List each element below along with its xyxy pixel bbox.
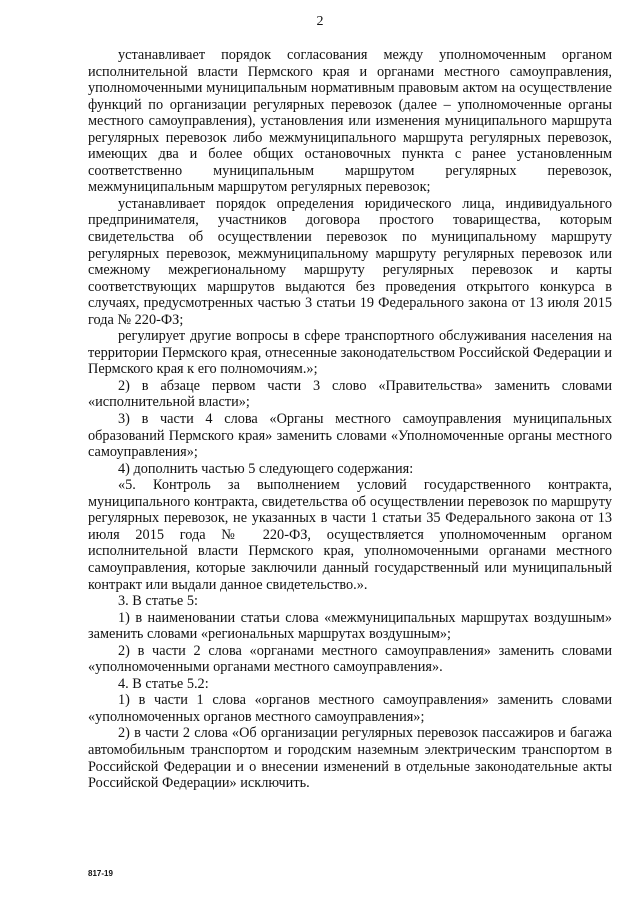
paragraph: 1) в наименовании статьи слова «межмуниципальных маршрутах воздушным» заменить словами «региональных маршрутах воздушным»; — [88, 609, 612, 643]
paragraph: 2) в части 2 слова «органами местного самоуправления» заменить словами «уполномоченными органами местного самоуправления». — [88, 642, 612, 676]
paragraph: «5. Контроль за выполнением условий государственного контракта, муниципального контракта, свидетельства об осуществлении перевозок по маршруту регулярных перевозок, не указанных в части 1 статьи 35 Федерального закона от 13 июля 2015 года № 220-ФЗ, осуществляется уполномоченным органом исполнительной власти Пермского края, уполномоченными органами местного самоуправления, которые заключили данный государственный или муниципальный контракт или выдали данное свидетельство.». — [88, 477, 612, 593]
document-code: 817-19 — [88, 869, 113, 878]
paragraph: 4) дополнить частью 5 следующего содержания: — [118, 460, 414, 477]
paragraph: 3) в части 4 слова «Органы местного самоуправления муниципальных образований Пермского края» заменить словами «Уполномоченные органы местного самоуправления»; — [88, 411, 612, 461]
paragraph: регулирует другие вопросы в сфере транспортного обслуживания населения на территории Пермского края, отнесенные законодательством Российской Федерации и Пермского края к его полномочиям.»; — [88, 328, 612, 378]
paragraph: 4. В статье 5.2: — [118, 675, 209, 692]
paragraph: 2) в части 2 слова «Об организации регулярных перевозок пассажиров и багажа автомобильным транспортом и городским наземным электрическим транспортом в Российской Федерации и о внесении изменений в отдельные законодательные акты Российской Федерации» исключить. — [88, 725, 612, 792]
document-body — [88, 47, 612, 792]
paragraph: 3. В статье 5: — [118, 593, 198, 610]
page-number: 2 — [316, 14, 324, 29]
paragraph: устанавливает порядок определения юридического лица, индивидуального предпринимателя, участников договора простого товарищества, которым свидетельства об осуществлении перевозок по муниципальному маршруту регулярных перевозок, межмуниципальному маршруту регулярных перевозок или смежному межрегиональному маршруту регулярных перевозок и карты соответствующих маршрутов выдаются без проведения открытого конкурса в случаях, предусмотренных частью 3 статьи 19 Федерального закона от 13 июля 2015 года № 220-ФЗ; — [88, 195, 612, 328]
paragraph: устанавливает порядок согласования между уполномоченным органом исполнительной власти Пермского края и органами местного самоуправления, уполномоченными муниципальным нормативным правовым актом на осуществление функций по организации регулярных перевозок (далее – уполномоченные органы местного самоуправления), установления или изменения муниципального маршрута регулярных перевозок либо межмуниципального маршрута регулярных перевозок, имеющих два и более общих остановочных пункта с ранее установленным соответственно муниципальным маршрутом регулярных перевозок, межмуниципальным маршрутом регулярных перевозок; — [88, 47, 612, 196]
paragraph: 2) в абзаце первом части 3 слово «Правительства» заменить словами «исполнительной власти»; — [88, 377, 612, 411]
paragraph: 1) в части 1 слова «органов местного самоуправления» заменить словами «уполномоченных органов местного самоуправления»; — [88, 692, 612, 725]
